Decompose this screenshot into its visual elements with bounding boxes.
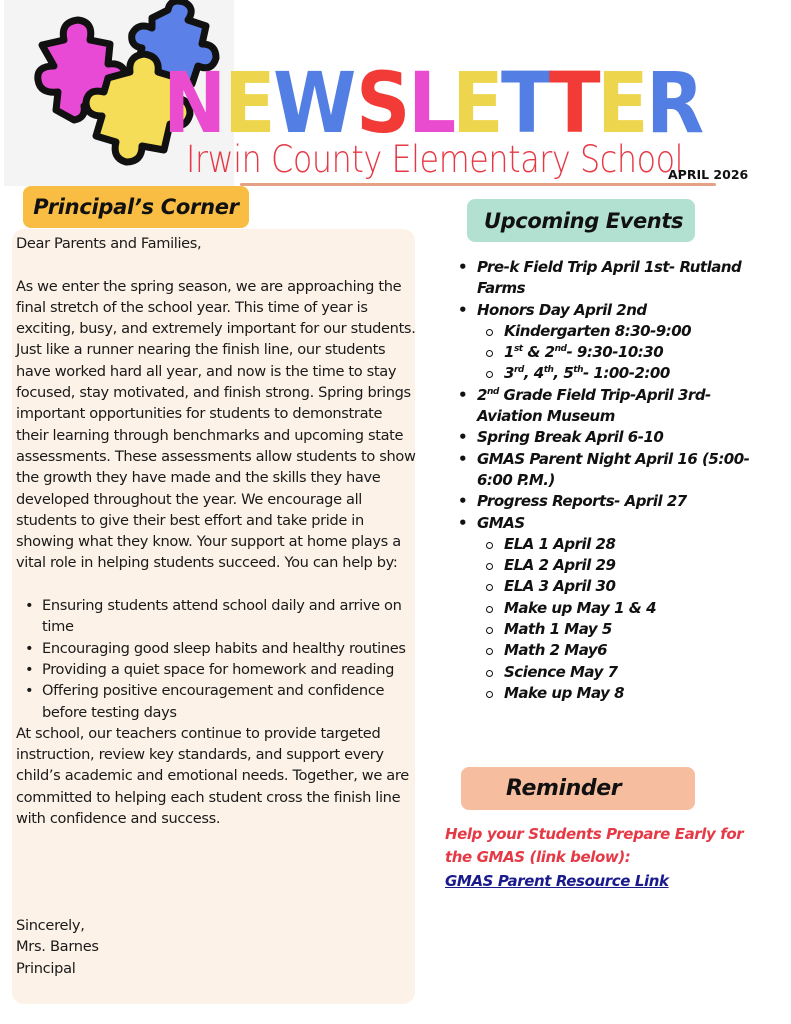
letter-greeting: Dear Parents and Families,: [16, 235, 202, 252]
header-divider: [240, 183, 716, 186]
reminder-heading: Reminder: [506, 776, 622, 801]
event-subitem: Kindergarten 8:30-9:00: [458, 321, 758, 342]
event-item: [458, 257, 758, 300]
issue-date: APRIL 2026: [668, 167, 749, 182]
event-subitem: 1st & 2nd- 9:30-10:30: [458, 342, 758, 363]
event-subitem: Make up May 1 & 4: [458, 598, 758, 619]
help-list-item: • Offering positive encouragement and confidence before testing days: [42, 680, 416, 723]
event-subitem: Make up May 8: [458, 683, 758, 704]
event-label: Pre-k Field Trip April 1st- Rutland Farms: [477, 258, 742, 298]
title-letter: T: [500, 54, 551, 152]
upcoming-events-badge: [467, 199, 695, 242]
letter-signature: [16, 915, 99, 979]
title-letter: S: [356, 54, 410, 152]
school-name: Irwin County Elementary School: [186, 138, 684, 181]
events-list: [458, 257, 758, 704]
principals-corner-heading: Principal’s Corner: [33, 195, 239, 219]
event-label: Spring Break April 6-10: [477, 428, 664, 447]
event-subitem: Science May 7: [458, 662, 758, 683]
event-sublist: [458, 321, 758, 385]
letter-paragraph-2: At school, our teachers continue to provide targeted instruction, review key standards, and support every child’s academic and emotional needs. Together, we are committed to helping each student cross the finish line with confidence and success.: [16, 724, 409, 828]
help-list-item: • Encouraging good sleep habits and healthy routines: [42, 638, 416, 659]
help-list-item: • Providing a quiet space for homework and reading: [42, 659, 416, 680]
event-item: [458, 449, 758, 492]
upcoming-events-heading: Upcoming Events: [484, 208, 684, 233]
event-subitem: 3rd, 4th, 5th- 1:00-2:00: [458, 363, 758, 384]
principal-letter: [16, 233, 416, 829]
gmas-resource-link[interactable]: GMAS Parent Resource Link: [445, 872, 669, 890]
reminder-badge: [461, 767, 695, 810]
signer-title: Principal: [16, 959, 76, 977]
event-label: Progress Reports- April 27: [477, 492, 687, 511]
event-item: [458, 427, 758, 448]
newsletter-title: [163, 54, 703, 152]
event-subitem: ELA 3 April 30: [458, 576, 758, 597]
event-label: Honors Day April 2nd: [477, 300, 647, 319]
title-letter: E: [224, 54, 275, 152]
help-list-item: • Ensuring students attend school daily and arrive on time: [42, 595, 416, 638]
event-item: [458, 513, 758, 705]
event-sublist: [458, 534, 758, 704]
event-label: GMAS Parent Night April 16 (5:00-6:00 P.M.): [477, 449, 750, 489]
title-letter: T: [549, 54, 599, 152]
event-item: [458, 300, 758, 385]
event-subitem: ELA 1 April 28: [458, 534, 758, 555]
title-letter: E: [452, 54, 503, 152]
letter-closing: Sincerely,: [16, 917, 85, 934]
title-letter: E: [597, 54, 648, 152]
title-letter: L: [407, 54, 455, 152]
event-item: [458, 385, 758, 428]
events-list-container: [458, 257, 758, 704]
title-letter: N: [163, 54, 225, 152]
principals-corner-badge: [23, 186, 249, 228]
event-label: GMAS: [477, 513, 525, 532]
signer-name: Mrs. Barnes: [16, 938, 99, 956]
reminder-text: Help your Students Prepare Early for the GMAS (link below):: [445, 825, 744, 866]
title-letter: R: [645, 54, 703, 152]
title-letter: W: [272, 54, 355, 152]
help-list: [16, 595, 416, 723]
event-subitem: ELA 2 April 29: [458, 555, 758, 576]
event-subitem: Math 2 May6: [458, 640, 758, 661]
letter-paragraph-1: As we enter the spring season, we are approaching the final stretch of the school year. This time of year is exciting, busy, and extremely important for our students. Just like a runner nearing the finish line, our students have worked hard all year, and now is the time to stay focused, stay motivated, and finish strong. Spring brings important opportunities for students to demonstrate their learning through benchmarks and upcoming state assessments. These assessments allow students to show the growth they have made and the skills they have developed throughout the year. We encourage all students to give their best effort and take pride in showing what they know. Your support at home plays a vital role in helping students succeed. You can help by:: [16, 277, 416, 572]
event-item: [458, 491, 758, 512]
event-label: 2nd Grade Field Trip-April 3rd- Aviation Museum: [477, 385, 711, 426]
event-subitem: Math 1 May 5: [458, 619, 758, 640]
